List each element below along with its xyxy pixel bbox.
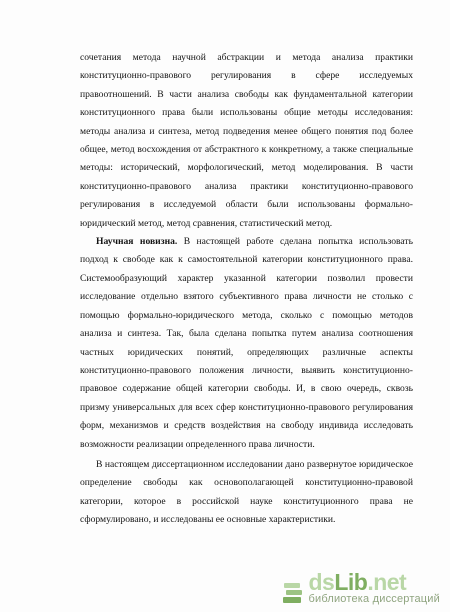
paragraph-definition: В настоящем диссертационном исследовании дано развернутое юридическое определение свободы как основополагающей конституционно-правовой категории, которое в российской науке конституционного права не сформулировано, и исследованы ее основные характеристики. xyxy=(80,458,413,526)
novelty-body: В настоящей работе сделана попытка использовать подход к свободе как к самостоятельной категории конституционного права. Системообразующий характер указанной категории позволил провести исследование отдельно взятого субъективного права личности не столько с помощью формально-юридического метода, сколько с помощью методов анализа и синтеза. Так, была сделана попытка путем анализа соотношения частных юридических понятий, определяющих различные аспекты конституционно-правового положения личности, выявить конституционно-правовое содержание общей категории свободы. И, в свою очередь, сквозь призму универсальных для всех сфер конституционно-правового регулирования форм, механизмов и средств воздействия на свободу индивида исследовать возможности реализации определенного права личности. xyxy=(80,236,413,450)
book-stack-icon xyxy=(282,580,304,606)
document-body xyxy=(80,49,413,530)
dslib-watermark xyxy=(282,571,440,606)
watermark-subtitle: библиотека диссертаций xyxy=(308,593,440,605)
paragraph-novelty xyxy=(80,233,413,454)
novelty-heading: Научная новизна. xyxy=(96,236,178,248)
watermark-brand: dsLib.net xyxy=(308,569,407,595)
paragraph-methods: сочетания метода научной абстракции и метода анализа практики конституционно-правового регулирования в сфере исследуемых правоотношений. В части анализа свободы как фундаментальной категории конституционного права были использованы общие методы исследования: методы анализа и синтеза, метод подведения менее общего понятия под более общее, метод восхождения от абстрактного к конкретному, а также специальные методы: исторический, морфологический, метод моделирования. В части конституционно-правового анализа практики конституционно-правового регулирования в исследуемой области были использованы формально-юридический метод, метод сравнения, статистический метод. xyxy=(80,52,413,229)
